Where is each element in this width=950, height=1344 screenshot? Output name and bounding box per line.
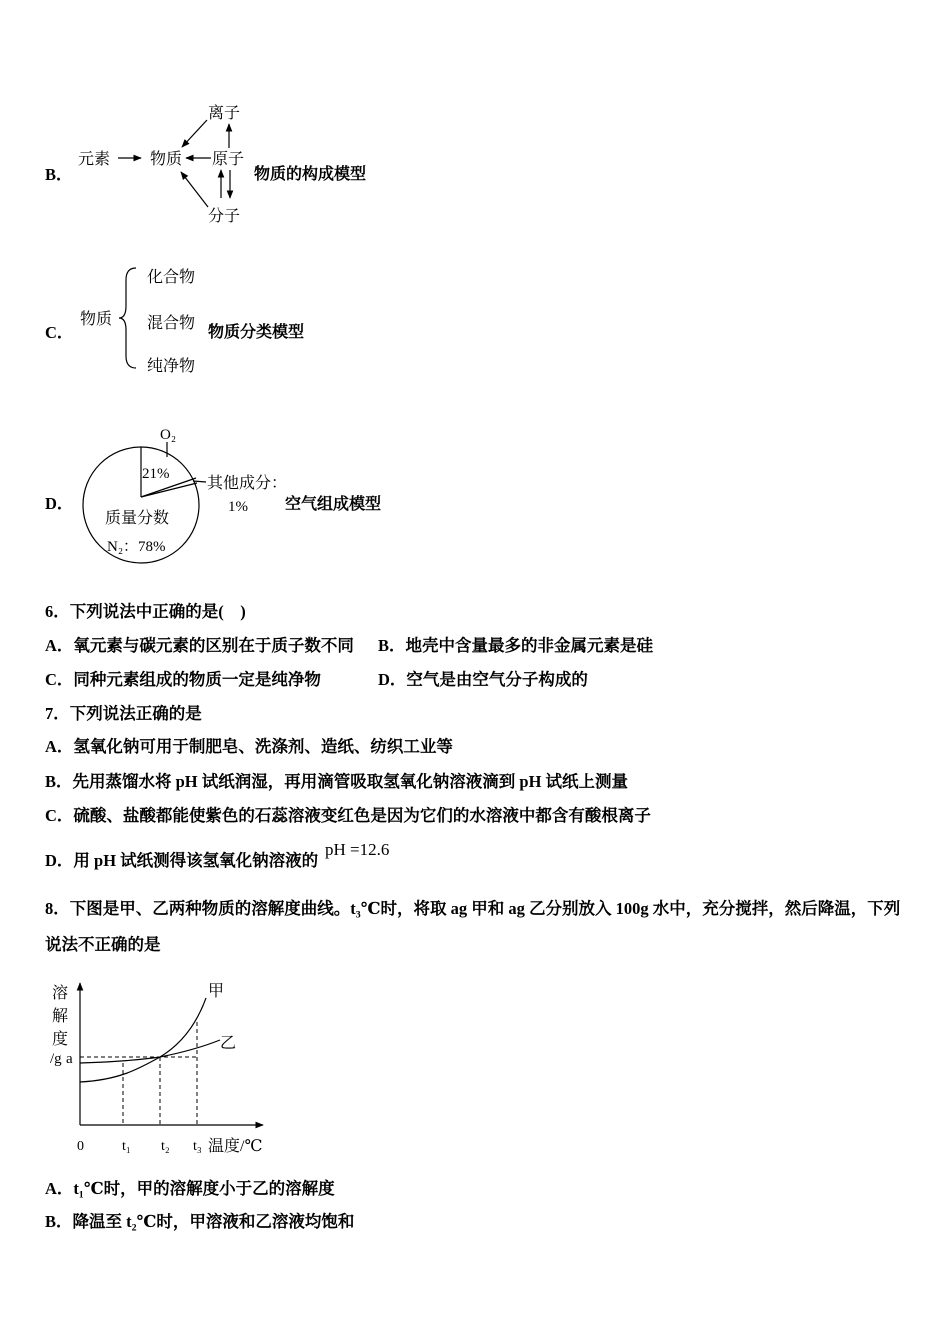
classification-root-label: 物质: [80, 311, 113, 328]
y-axis-label-char-1: 溶: [52, 985, 69, 1002]
ion-to-substance-arrow: [182, 120, 207, 147]
question-7-stem: 7．下列说法正确的是: [45, 704, 202, 723]
option-d-letter: D．: [45, 494, 74, 513]
question-6-stem: 6．下列说法中正确的是( ): [45, 602, 246, 621]
question-7-option-c: C．硫酸、盐酸都能使紫色的石蕊溶液变红色是因为它们的水溶液中都含有酸根离子: [45, 806, 651, 825]
question-7-option-b: B．先用蒸馏水将 pH 试纸润湿，再用滴管吸取氢氧化钠溶液滴到 pH 试纸上测量: [45, 772, 629, 791]
y-axis-label-char-2: 解: [52, 1008, 69, 1025]
element-label: 元素: [78, 151, 111, 168]
y-axis-unit: /g: [50, 1051, 62, 1067]
question-7-option-d-value: pH =12.6: [325, 840, 390, 859]
x-tick-t2: t₂: [161, 1139, 170, 1154]
branch-compound-label: 化合物: [147, 269, 196, 286]
molecule-label: 分子: [208, 208, 241, 225]
option-b-letter: B．: [45, 165, 73, 184]
option-b-caption: 物质的构成模型: [254, 166, 367, 183]
curve-jia: [80, 998, 206, 1082]
curve-label-yi: 乙: [220, 1035, 237, 1052]
question-8-option-b: B．降温至 t₂℃时，甲溶液和乙溶液均饱和: [45, 1212, 355, 1231]
x-tick-0: 0: [77, 1139, 84, 1154]
pie-center-label: 质量分数: [105, 510, 170, 527]
y-axis-label-char-3: 度: [52, 1031, 69, 1048]
curly-brace: [119, 268, 136, 368]
option-d-caption: 空气组成模型: [285, 496, 382, 513]
question-8-option-a: A．t₁℃时，甲的溶解度小于乙的溶解度: [45, 1179, 335, 1198]
branch-pure-substance-label: 纯净物: [147, 358, 196, 375]
x-tick-t1: t₁: [122, 1139, 131, 1154]
question-7-option-d: D．用 pH 试纸测得该氢氧化钠溶液的: [45, 851, 319, 870]
others-leader-line: [193, 481, 206, 482]
question-7-option-a: A．氢氧化钠可用于制肥皂、洗涤剂、造纸、纺织工业等: [45, 737, 453, 756]
o2-label: O₂: [160, 427, 177, 443]
x-axis-label: 温度/℃: [208, 1138, 263, 1155]
ion-label: 离子: [208, 105, 241, 122]
branch-mixture-label: 混合物: [147, 315, 196, 332]
curve-yi: [80, 1040, 220, 1063]
pie-divider-others: [141, 483, 197, 497]
others-label: 其他成分：: [207, 475, 288, 492]
substance-label: 物质: [150, 151, 183, 168]
molecule-to-substance-arrow: [181, 172, 208, 207]
solubility-curve-graph: [45, 975, 270, 1160]
question-6-option-b: B．地壳中含量最多的非金属元素是硅: [378, 636, 654, 655]
curve-label-jia: 甲: [208, 983, 225, 1000]
air-composition-pie: [80, 422, 290, 570]
o2-percent: 21%: [142, 466, 170, 482]
option-c-caption: 物质分类模型: [208, 324, 305, 341]
atom-label: 原子: [212, 151, 245, 168]
question-6-option-c: C．同种元素组成的物质一定是纯净物: [45, 670, 321, 689]
others-percent: 1%: [228, 499, 248, 515]
question-6-option-a: A．氧元素与碳元素的区别在于质子数不同: [45, 636, 354, 655]
question-6-option-d: D．空气是由空气分子构成的: [378, 670, 588, 689]
question-8-stem-line-2: 说法不正确的是: [45, 935, 161, 954]
classification-model-diagram: [75, 262, 215, 378]
structure-model-diagram: [70, 98, 255, 230]
y-tick-a: a: [66, 1051, 73, 1067]
option-c-letter: C．: [45, 323, 74, 342]
n2-label: N₂：78%: [107, 539, 166, 555]
question-8-stem-line-1: 8．下图是甲、乙两种物质的溶解度曲线。t₃℃时，将取 ag 甲和 ag 乙分别放入 100g 水中，充分搅拌，然后降温，下列: [45, 899, 901, 918]
x-tick-t3: t₃: [193, 1139, 202, 1154]
